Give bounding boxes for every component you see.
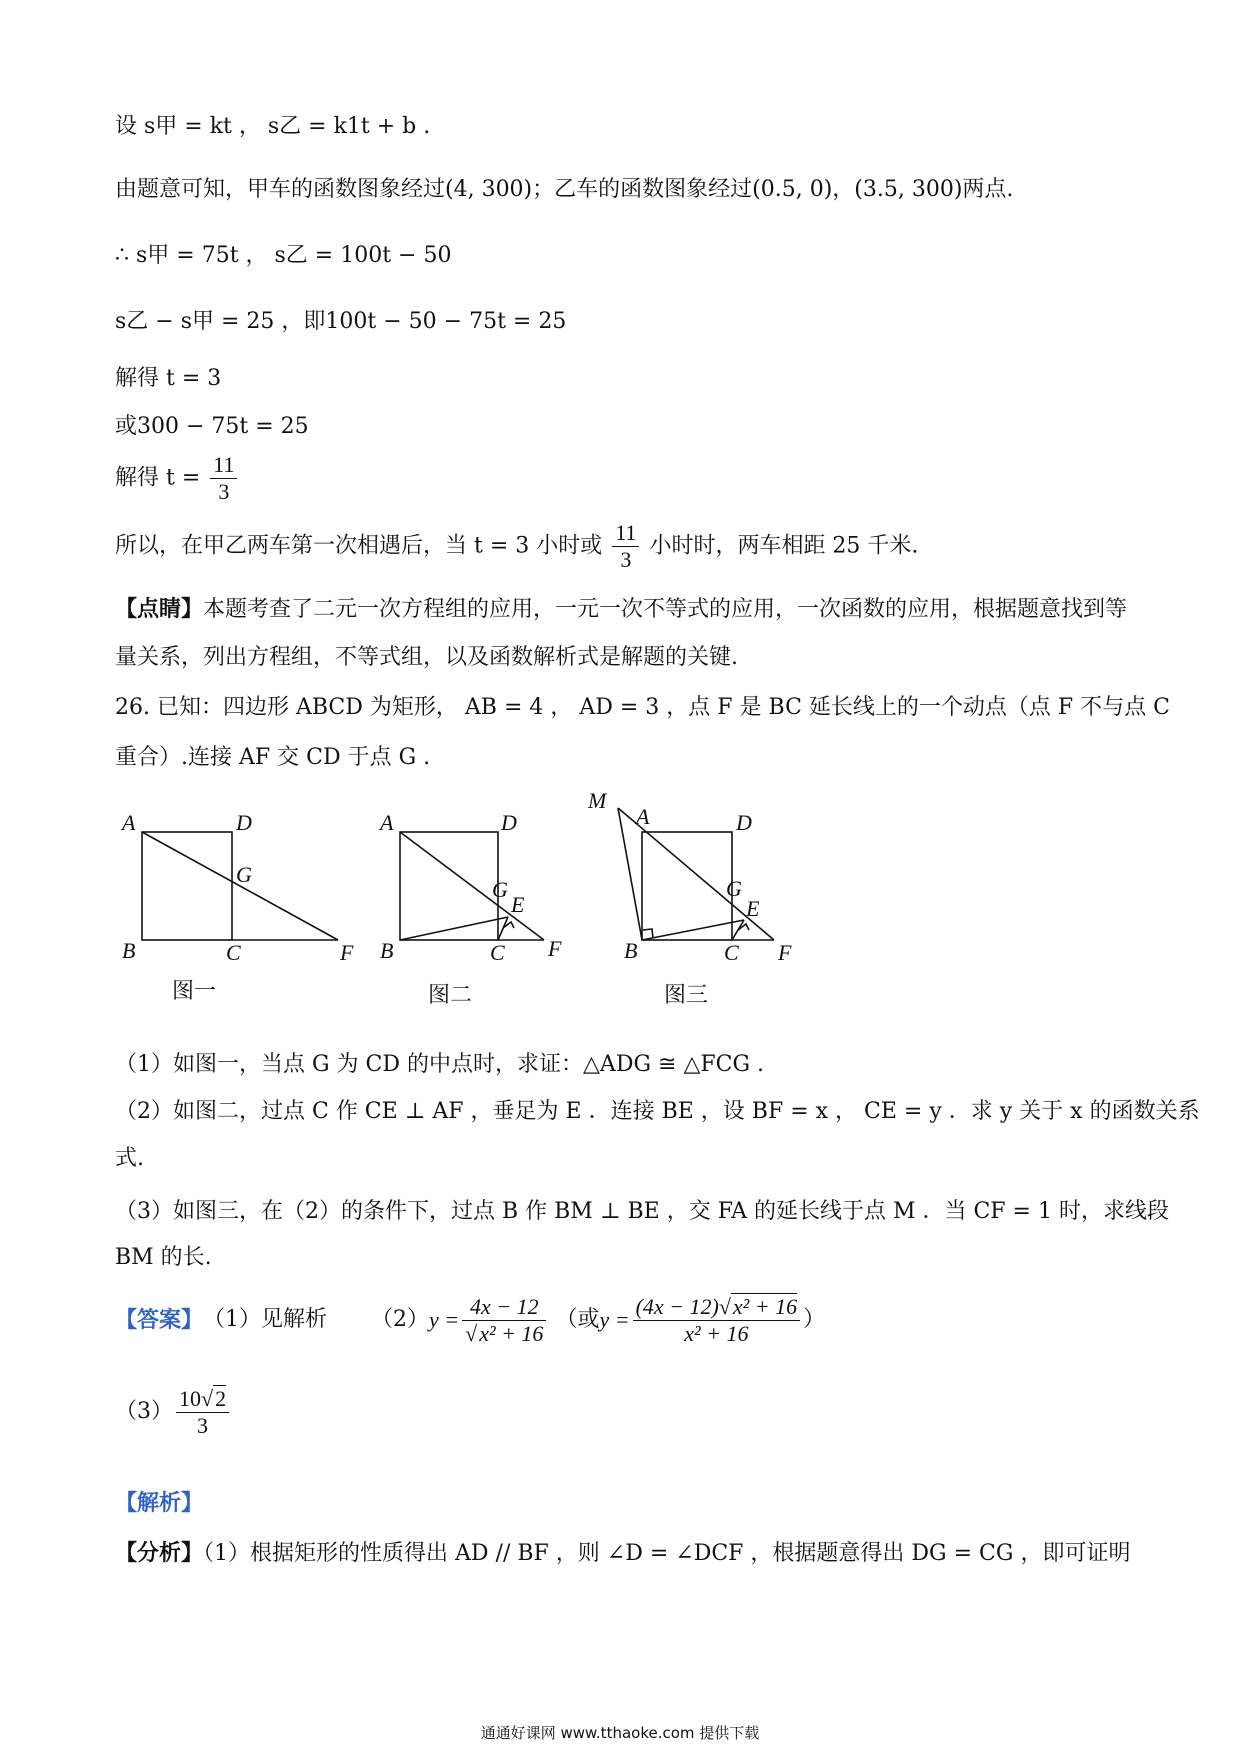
fraction-11-3 xyxy=(210,452,237,505)
text-line-6: 或300 − 75t = 25 xyxy=(115,414,309,439)
answer-part-1: （1）见解析 xyxy=(203,1307,328,1332)
fraction-denominator: 3 xyxy=(218,479,230,504)
fraction-numerator: (4x − 12)√x² + 16 xyxy=(633,1294,801,1321)
dianjing-line-1 xyxy=(115,594,1127,625)
fig3-label-a: A xyxy=(636,804,650,829)
fig1-caption: 图一 xyxy=(172,979,217,1004)
answer-alt-lhs: y = xyxy=(599,1307,630,1332)
fig2-label-g: G xyxy=(492,877,508,902)
figure-3 xyxy=(587,788,792,1008)
dianjing-text-1: 本题考查了二元一次方程组的应用，一元一次不等式的应用，一次函数的应用，根据题意找到等 xyxy=(203,597,1128,622)
fig2-line-ce xyxy=(498,917,508,940)
fig1-label-g: G xyxy=(236,862,252,887)
text-line-3: ∴ s甲 = 75t ， s乙 = 100t − 50 xyxy=(115,243,452,268)
fig2-line-be xyxy=(400,917,508,940)
fraction-numerator: 11 xyxy=(210,452,237,479)
fig2-label-f: F xyxy=(548,936,562,961)
sqrt-radicand: 2 xyxy=(215,1385,227,1411)
answer-part-2-lhs: y = xyxy=(429,1307,460,1332)
fig3-rectangle xyxy=(642,832,732,940)
fraction-denominator: x² + 16 xyxy=(684,1320,749,1346)
fig2-rectangle xyxy=(400,832,498,940)
fig2-line-af xyxy=(400,832,544,940)
fig1-rectangle xyxy=(142,832,232,940)
numerator-coefficient: 10 xyxy=(179,1385,201,1411)
line8-part-a: 所以，在甲乙两车第一次相遇后，当 t = 3 小时或 xyxy=(115,533,603,559)
answer-line xyxy=(115,1290,825,1350)
fig2-label-e: E xyxy=(511,892,525,917)
fraction-denominator: 3 xyxy=(620,547,632,572)
dianjing-tag: 【点睛】 xyxy=(115,596,204,622)
answer-part-3-label: （3） xyxy=(115,1399,173,1424)
answer-part-3-fraction xyxy=(176,1386,229,1439)
answer-tag: 【答案】 xyxy=(115,1307,204,1333)
text-line-2: 由题意可知，甲车的函数图象经过(4, 300)；乙车的函数图象经过(0.5, 0)，(3.5, 300)两点. xyxy=(115,177,1014,202)
fig1-label-b: B xyxy=(122,938,136,963)
fig2-caption: 图二 xyxy=(428,983,473,1008)
fraction-numerator: 10√2 xyxy=(176,1386,229,1413)
fig1-label-c: C xyxy=(226,940,241,965)
fig3-label-e: E xyxy=(746,896,760,921)
fig3-line-be xyxy=(642,920,744,940)
figure-2 xyxy=(378,810,562,1008)
sqrt-radicand: x² + 16 xyxy=(479,1320,544,1346)
answer-alt-close: ） xyxy=(803,1307,826,1332)
text-line-5: 解得 t = 3 xyxy=(115,366,222,391)
fig3-label-b: B xyxy=(624,938,638,963)
text-line-8 xyxy=(115,520,918,573)
fig3-label-f: F xyxy=(778,940,792,965)
part-3-line-1: （3）如图三，在（2）的条件下，过点 B 作 BM ⊥ BE ，交 FA 的延长线于点 M ．当 CF = 1 时，求线段 xyxy=(115,1199,1169,1224)
line8-part-b: 小时时，两车相距 25 千米. xyxy=(649,533,919,559)
answer-part-2-label: （2） xyxy=(371,1307,430,1332)
fig1-label-a: A xyxy=(122,810,136,835)
question-26-line-1: 26. 已知：四边形 ABCD 为矩形， AB = 4 ， AD = 3 ，点 F 是 BC 延长线上的一个动点（点 F 不与点 C xyxy=(115,695,1171,720)
sqrt-radicand: x² + 16 xyxy=(732,1293,798,1319)
fig3-label-m: M xyxy=(588,788,607,813)
fraction-numerator: 11 xyxy=(612,520,639,547)
fig1-label-d: D xyxy=(236,810,252,835)
fig3-label-d: D xyxy=(736,810,752,835)
fig3-caption: 图三 xyxy=(664,983,709,1008)
answer-alt-open: （或 xyxy=(555,1307,600,1332)
fraction-11-3-b xyxy=(612,520,639,573)
answer-alt-fraction xyxy=(633,1294,801,1347)
fraction-denominator: √x² + 16 xyxy=(465,1320,544,1346)
dianjing-line-2: 量关系，列出方程组，不等式组，以及函数解析式是解题的关键. xyxy=(115,645,738,670)
fraction-denominator: 3 xyxy=(197,1412,209,1438)
fig1-label-f: F xyxy=(340,940,354,965)
part-3-line-2: BM 的长. xyxy=(115,1245,212,1270)
fig2-label-d: D xyxy=(501,810,517,835)
fenxi-line xyxy=(115,1538,1130,1569)
part-2-line-1: （2）如图二，过点 C 作 CE ⊥ AF ，垂足为 E ．连接 BE ，设 BF = x ， CE = y ．求 y 关于 x 的函数关系 xyxy=(115,1099,1200,1124)
answer-part-3-line xyxy=(115,1382,232,1442)
fig3-label-g: G xyxy=(726,876,742,901)
fig3-right-angle-mark-b xyxy=(643,929,653,938)
analysis-tag: 【解析】 xyxy=(115,1490,204,1516)
fenxi-tag: 【分析】 xyxy=(115,1540,204,1566)
fraction-numerator: 4x − 12 xyxy=(462,1294,546,1321)
alt-numerator-factor: (4x − 12) xyxy=(635,1293,719,1319)
geometry-figures xyxy=(110,770,870,1030)
fig2-label-b: B xyxy=(380,938,394,963)
answer-part-2-fraction xyxy=(462,1294,546,1347)
text-line-1: 设 s甲 = kt ， s乙 = k1t + b . xyxy=(115,114,431,139)
page-footer: 通通好课网 www.tthaoke.com 提供下载 xyxy=(480,1724,760,1742)
fenxi-text: （1）根据矩形的性质得出 AD // BF ，则 ∠D = ∠DCF ，根据题意得出 DG = CG ，即可证明 xyxy=(203,1541,1131,1566)
line7-prefix: 解得 t = xyxy=(115,465,201,491)
text-line-7 xyxy=(115,452,240,505)
part-2-line-2: 式. xyxy=(115,1146,144,1171)
fig3-label-c: C xyxy=(724,940,739,965)
text-line-4: s乙 − s甲 = 25 ，即100t − 50 − 75t = 25 xyxy=(115,309,567,334)
fig2-label-a: A xyxy=(380,810,394,835)
part-1: （1）如图一，当点 G 为 CD 的中点时，求证：△ADG ≅ △FCG . xyxy=(115,1052,765,1077)
question-26-line-2: 重合）.连接 AF 交 CD 于点 G . xyxy=(115,745,431,770)
fig2-label-c: C xyxy=(490,940,505,965)
